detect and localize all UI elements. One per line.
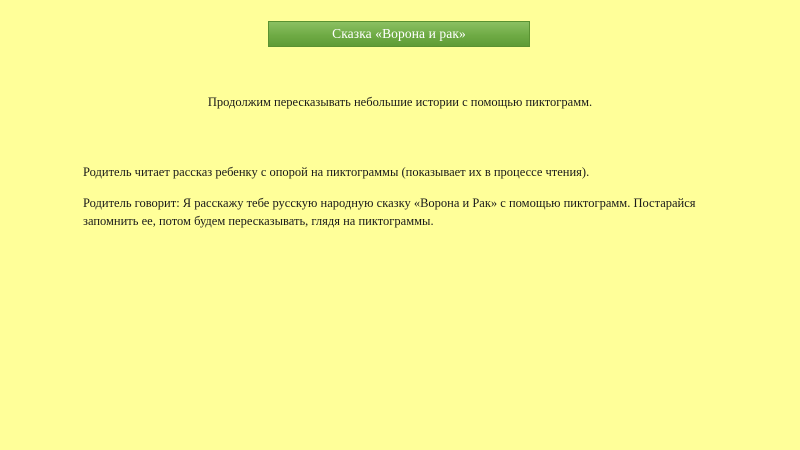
- paragraph-parent-reads: Родитель читает рассказ ребенку с опорой на пиктограммы (показывает их в процессе чтения).: [83, 165, 590, 179]
- title-banner: [268, 21, 530, 47]
- intro-text: Продолжим пересказывать небольшие истории с помощью пиктограмм.: [207, 95, 593, 109]
- slide-title: Сказка «Ворона и рак»: [332, 26, 466, 41]
- paragraph-parent-says: Родитель говорит: Я расскажу тебе русскую народную сказку «Ворона и Рак» с помощью пиктограмм. Постарайся запомнить ее, потом будем пересказывать, глядя на пиктограммы.: [83, 196, 696, 228]
